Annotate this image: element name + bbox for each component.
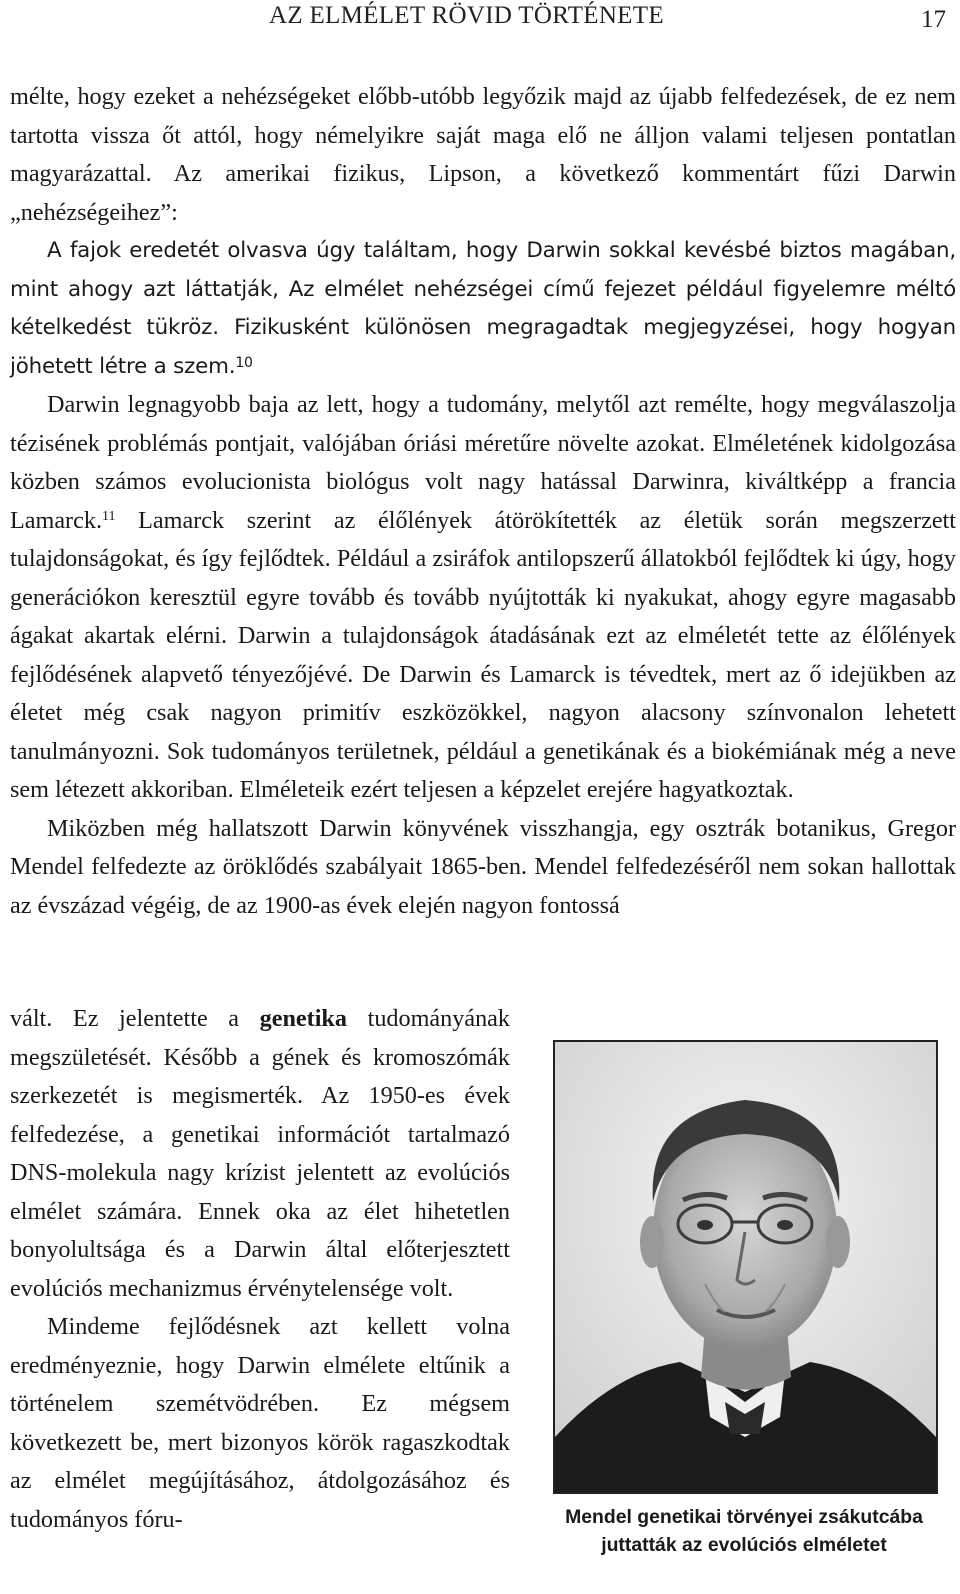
paragraph-text: Mindeme fejlődésnek azt kellett volna eredményeznie, hogy Darwin elmélete eltűnik a történelem szemétvödrében. Ez mégsem következett be, mert bizonyos körök ragaszkodtak az elmélet megújításához, átdolgozásához és tudományos fóru- <box>10 1313 510 1533</box>
portrait-illustration <box>555 1042 936 1492</box>
running-head: AZ ELMÉLET RÖVID TÖRTÉNETE <box>269 2 664 29</box>
page-number: 17 <box>921 6 946 33</box>
column-text-block <box>10 1000 510 1539</box>
page-header <box>0 0 960 40</box>
figure-caption: Mendel genetikai törvényei zsákutcába juttatták az evolúciós elméletet <box>565 1506 923 1556</box>
mendel-portrait-photo <box>553 1040 938 1494</box>
paragraph-text: Lamarck szerint az élőlények átörökítették az életük során megszerzett tulajdonságokat, és így fejlődtek. Például a zsiráfok antilopszerű állatokból fejlődtek ki úgy, hogy generációkon keresztül egyre tovább és tovább nyújtották ki nyakukat, ahogy egyre magasabb ágakat akartak elérni. Darwin a tulajdonságok átadásának ezt az elméletét tette az élőlények fejlődésének alapvető tényezőjévé. De Darwin és Lamarck is tévedtek, mert az ő idejükben az életet még csak nagyon primitív eszközökkel, nagyon alacsony színvonalon lehetett tanulmányozni. Sok tudományos területnek, például a genetikának és a biokémiának még a neve sem létezett akkoriban. Elméleteik ezért teljesen a képzelet erejére hagyatkoztak. <box>10 506 956 803</box>
footnote-marker: 11 <box>102 508 116 524</box>
paragraph <box>10 386 956 810</box>
footnote-marker: 10 <box>235 354 253 371</box>
bold-term: genetika <box>259 1005 347 1032</box>
paragraph-continuation <box>10 1000 510 1308</box>
quote-paragraph <box>10 232 956 386</box>
paragraph <box>10 810 956 926</box>
paragraph <box>10 1308 510 1539</box>
quote-text: A fajok eredetét olvasva úgy találtam, hogy Darwin sokkal kevésbé biztos magában, mint ahogy azt láttatják, Az elmélet nehézségei című fejezet például figyelemre méltó kételkedést tükröz. Fizikusként különösen megragadtak megjegyzései, hogy hogyan jöhetett létre a szem. <box>10 238 956 379</box>
paragraph-text: mélte, hogy ezeket a nehézségeket előbb-utóbb legyőzik majd az újabb felfedezések, de ez nem tartotta vissza őt attól, hogy némelyikre saját maga elő ne álljon valami teljesen pontatlan magyarázattal. Az amerikai fizikus, Lipson, a következő kommentárt fűzi Darwin „nehézségeihez”: <box>10 83 956 226</box>
paragraph-text: tudományának megszületését. Később a gének és kromoszómák szerkezetét is megismerték. Az 1950-es évek felfedezése, a genetikai információt tartalmazó DNS-molekula nagy krízist jelentett az evolúciós elmélet számára. Ennek oka az élet hihetetlen bonyolultsága és a Darwin által előterjesztett evolúciós mechanizmus érvénytelensége volt. <box>10 1005 510 1302</box>
paragraph-text: Darwin legnagyobb baja az lett, hogy a tudomány, melytől azt remélte, hogy megválaszolja tézisének problémás pontjait, valójában óriási méretűre növelte azokat. Elméletének kidolgozása közben számos evolucionista biológus volt nagy hatással Darwinra, kiváltképp a francia Lamarck. <box>10 391 956 534</box>
main-text-block <box>10 78 956 925</box>
paragraph-text: Miközben még hallatszott Darwin könyvének visszhangja, egy osztrák botanikus, Gregor Mendel felfedezte az öröklődés szabályait 1865-ben. Mendel felfedezéséről nem sokan hallottak az évszázad végéig, de az 1900-as évek elején nagyon fontossá <box>10 814 956 919</box>
paragraph-text: vált. Ez jelentette a <box>10 1005 260 1032</box>
paragraph <box>10 78 956 232</box>
